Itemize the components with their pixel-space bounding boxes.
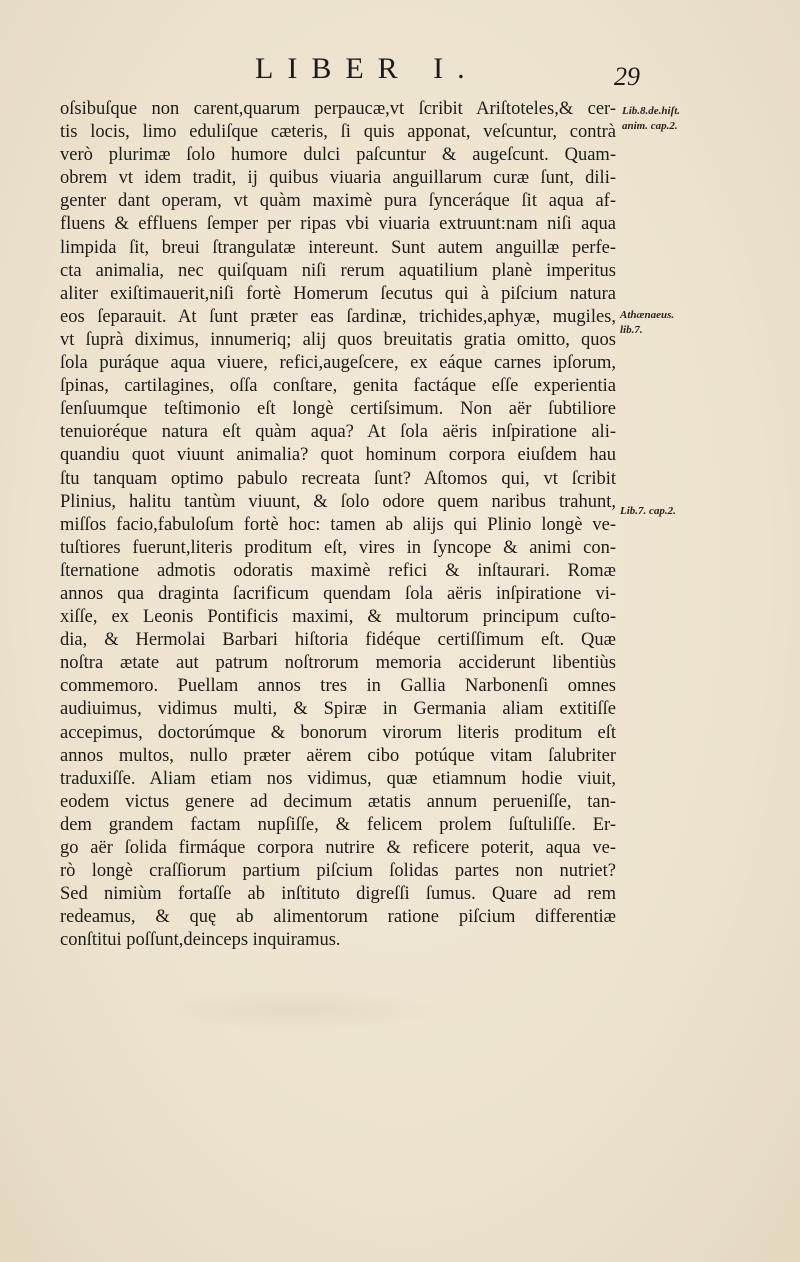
text-line: noſtra ætate aut patrum noſtrorum memoria acciderunt libentiùs xyxy=(60,653,616,674)
text-line: ſenſuumque teſtimonio eſt longè certiſsimum. Non aër ſubtiliore xyxy=(60,399,616,420)
text-line: oſsibuſque non carent,quarum perpaucæ,vt ſcribit Ariſtoteles,& cer- xyxy=(60,99,616,119)
text-line: redeamus, & quę ab alimentorum ratione piſcium differentiæ xyxy=(60,907,616,928)
text-line: eos ſeparauit. At ſunt præter eas ſardinæ, trichides,aphyæ, mugiles, xyxy=(60,306,616,327)
text-line: quandiu quot viuunt animalia? quot hominum corpora eiuſdem hau xyxy=(60,445,616,466)
text-line: ſpinas, cartilagines, oſſa conſtare, genita factáque eſſe experientia xyxy=(60,376,616,397)
text-line: eodem victus genere ad decimum ætatis annum perueniſſe, tan- xyxy=(60,791,616,812)
margin-note-aristotle xyxy=(622,104,680,134)
text-line: vt ſuprà diximus, innumeriq; alij quos breuitatis gratia omitto, quos xyxy=(60,329,616,350)
text-line: ſtu tanquam optimo pabulo recreata ſunt? Aſtomos qui, vt ſcribit xyxy=(60,468,616,489)
text-line: audiuimus, vidimus multi, & Spiræ in Germania aliam extitiſſe xyxy=(60,699,616,720)
text-line: Sed nimiùm fortaſſe ab inſtituto digreſſi ſumus. Quare ad rem xyxy=(60,884,616,905)
margin-note-line: anim. cap.2. xyxy=(622,120,678,132)
margin-note-line: Lib.7. cap.2. xyxy=(620,505,676,517)
text-line: rò longè craſſiorum partium piſcium ſolidas partes non nutriet? xyxy=(60,861,616,882)
text-line: annos multos, nullo præter aërem cibo potúque vitam ſalubriter xyxy=(60,745,616,766)
text-line: xiſſe, ex Leonis Pontificis maximi, & multorum principum cuſto- xyxy=(60,607,616,628)
text-line: cta animalia, nec quiſquam niſi rerum aquatilium planè imperitus xyxy=(60,260,616,281)
text-line-last: conſtitui poſſunt,deinceps inquiramus. xyxy=(60,930,341,951)
text-line: miſſos facio,fabuloſum fortè hoc: tamen ab alijs qui Plinio longè ve- xyxy=(60,514,616,535)
page-number: 29 xyxy=(614,62,640,91)
text-line: ſternatione admotis odoratis maximè refici & inſtaurari. Romæ xyxy=(60,560,616,581)
text-line: dem grandem factam nupſiſſe, & felicem prolem ſuſtuliſſe. Er- xyxy=(60,814,616,835)
text-line: tuſtiores fuerunt,literis proditum eſt, vires in ſyncope & animi con- xyxy=(60,537,616,558)
text-line: annos qua draginta ſacrificum quendam ſola aëris inſpiratione vi- xyxy=(60,583,616,604)
text-line: fluens & effluens ſemper per ripas vbi viuaria extruunt:nam niſi aqua xyxy=(60,214,616,235)
body-text-block xyxy=(60,98,616,952)
margin-note-line: lib.7. xyxy=(620,324,643,336)
text-line: ſola puráque aqua viuere, refici,augeſcere, ex eáque carnes ipſorum, xyxy=(60,353,616,374)
running-head: LIBER I. xyxy=(255,52,479,85)
margin-note-line: Athænaeus. xyxy=(620,309,675,321)
text-line: accepimus, doctorúmque & bonorum virorum literis proditum eſt xyxy=(60,722,616,743)
text-line: limpida ſit, breui ſtrangulatæ intereunt. Sunt autem anguillæ perfe- xyxy=(60,237,616,258)
text-line: Plinius, halitu tantùm viuunt, & ſolo odore quem naribus trahunt, xyxy=(60,491,616,512)
text-line: obrem vt idem tradit, ij quibus viuaria anguillarum curæ ſunt, dili- xyxy=(60,168,616,189)
text-line: dia, & Hermolai Barbari hiſtoria fidéque certiſſimum eſt. Quæ xyxy=(60,630,616,651)
text-line: tenuioréque natura eſt quàm aqua? At ſola aëris inſpiratione ali- xyxy=(60,422,616,443)
text-line: traduxiſſe. Aliam etiam nos vidimus, quæ etiamnum hodie viuit, xyxy=(60,768,616,789)
text-line: verò plurimæ ſolo humore dulci paſcuntur & augeſcunt. Quam- xyxy=(60,145,616,166)
paper-stain xyxy=(160,990,440,1030)
text-line: genter dant operam, vt quàm maximè pura ſynceráque ſit aqua af- xyxy=(60,191,616,212)
margin-note-athenaeus xyxy=(620,308,674,338)
text-line: aliter exiſtimauerit,niſi fortè Homerum ſecutus qui à piſcium natura xyxy=(60,283,616,304)
margin-note-pliny xyxy=(620,504,676,519)
text-line: commemoro. Puellam annos tres in Gallia Narbonenſi omnes xyxy=(60,676,616,697)
margin-note-line: Lib.8.de.hiſt. xyxy=(622,105,681,117)
text-line: go aër ſolida firmáque corpora nutrire & reficere poterit, aqua ve- xyxy=(60,838,616,858)
text-line: tis locis, limo eduliſque cæteris, ſi quis apponat, veſcuntur, contrà xyxy=(60,122,616,143)
